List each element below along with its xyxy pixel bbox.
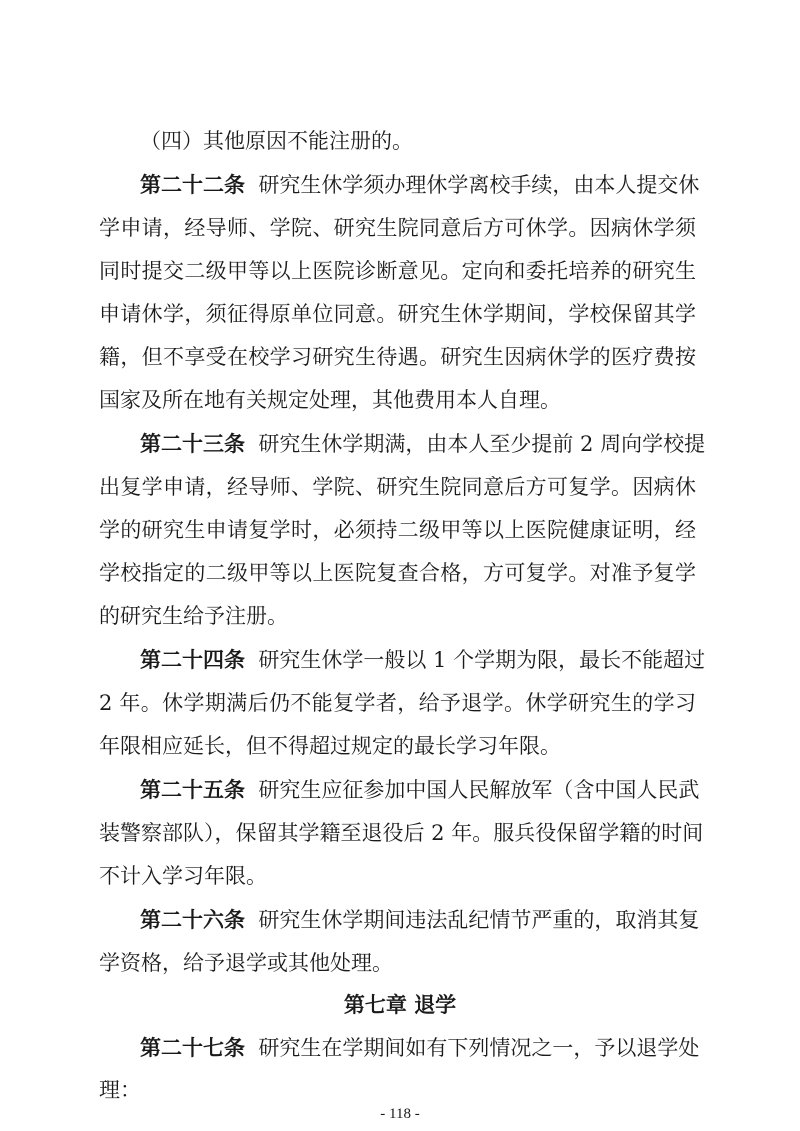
article-25-label: 第二十五条 — [140, 778, 245, 802]
article-24-line-1 — [140, 646, 706, 674]
article-27-text-1: 研究生在学期间如有下列情况之一，予以退学处 — [258, 1036, 700, 1060]
article-24-line-3: 年限相应延长，但不得超过规定的最长学习年限。 — [99, 734, 561, 758]
article-24-label: 第二十四条 — [140, 648, 245, 672]
article-22-line-3: 同时提交二级甲等以上医院诊断意见。定向和委托培养的研究生 — [99, 259, 696, 283]
article-27-label: 第二十七条 — [140, 1036, 245, 1060]
clause-item-4: （四）其他原因不能注册的。 — [140, 129, 413, 153]
article-25-line-3: 不计入学习年限。 — [99, 864, 267, 888]
article-26-label: 第二十六条 — [140, 908, 245, 932]
article-23-line-4: 学校指定的二级甲等以上医院复查合格，方可复学。对准予复学 — [99, 561, 696, 585]
article-26-line-2: 学资格，给予退学或其他处理。 — [99, 951, 393, 975]
article-23-label: 第二十三条 — [140, 432, 245, 456]
article-25-line-2: 装警察部队），保留其学籍至退役后 2 年。服兵役保留学籍的时间 — [99, 821, 704, 845]
article-23-line-1 — [140, 430, 706, 458]
article-26-line-1 — [140, 906, 700, 934]
article-24-line-2: 2 年。休学期满后仍不能复学者，给予退学。休学研究生的学习 — [99, 691, 696, 715]
article-25-text-1: 研究生应征参加中国人民解放军（含中国人民武 — [258, 778, 700, 802]
article-27-line-2: 理： — [99, 1078, 141, 1102]
article-26-text-1: 研究生休学期间违法乱纪情节严重的，取消其复 — [258, 908, 700, 932]
chapter-heading: 第七章 退学 — [343, 993, 457, 1017]
article-24-text-1: 研究生休学一般以 1 个学期为限，最长不能超过 — [258, 648, 706, 672]
article-22-line-4: 申请休学，须征得原单位同意。研究生休学期间，学校保留其学 — [99, 302, 696, 326]
article-23-text-1: 研究生休学期满，由本人至少提前 2 周向学校提 — [258, 432, 706, 456]
article-25-line-1 — [140, 776, 700, 804]
article-23-line-5: 的研究生给予注册。 — [99, 604, 288, 628]
article-22-line-1 — [140, 171, 700, 199]
article-22-text-1: 研究生休学须办理休学离校手续，由本人提交休 — [258, 173, 700, 197]
article-22-line-2: 学申请，经导师、学院、研究生院同意后方可休学。因病休学须 — [99, 216, 696, 240]
article-23-line-3: 学的研究生申请复学时，必须持二级甲等以上医院健康证明，经 — [99, 518, 696, 542]
article-22-line-5: 籍，但不享受在校学习研究生待遇。研究生因病休学的医疗费按 — [99, 345, 696, 369]
article-23-line-2: 出复学申请，经导师、学院、研究生院同意后方可复学。因病休 — [99, 475, 696, 499]
article-27-line-1 — [140, 1034, 700, 1062]
page-number: - 118 - — [380, 1106, 420, 1122]
article-22-line-6: 国家及所在地有关规定处理，其他费用本人自理。 — [99, 388, 561, 412]
article-22-label: 第二十二条 — [140, 173, 245, 197]
